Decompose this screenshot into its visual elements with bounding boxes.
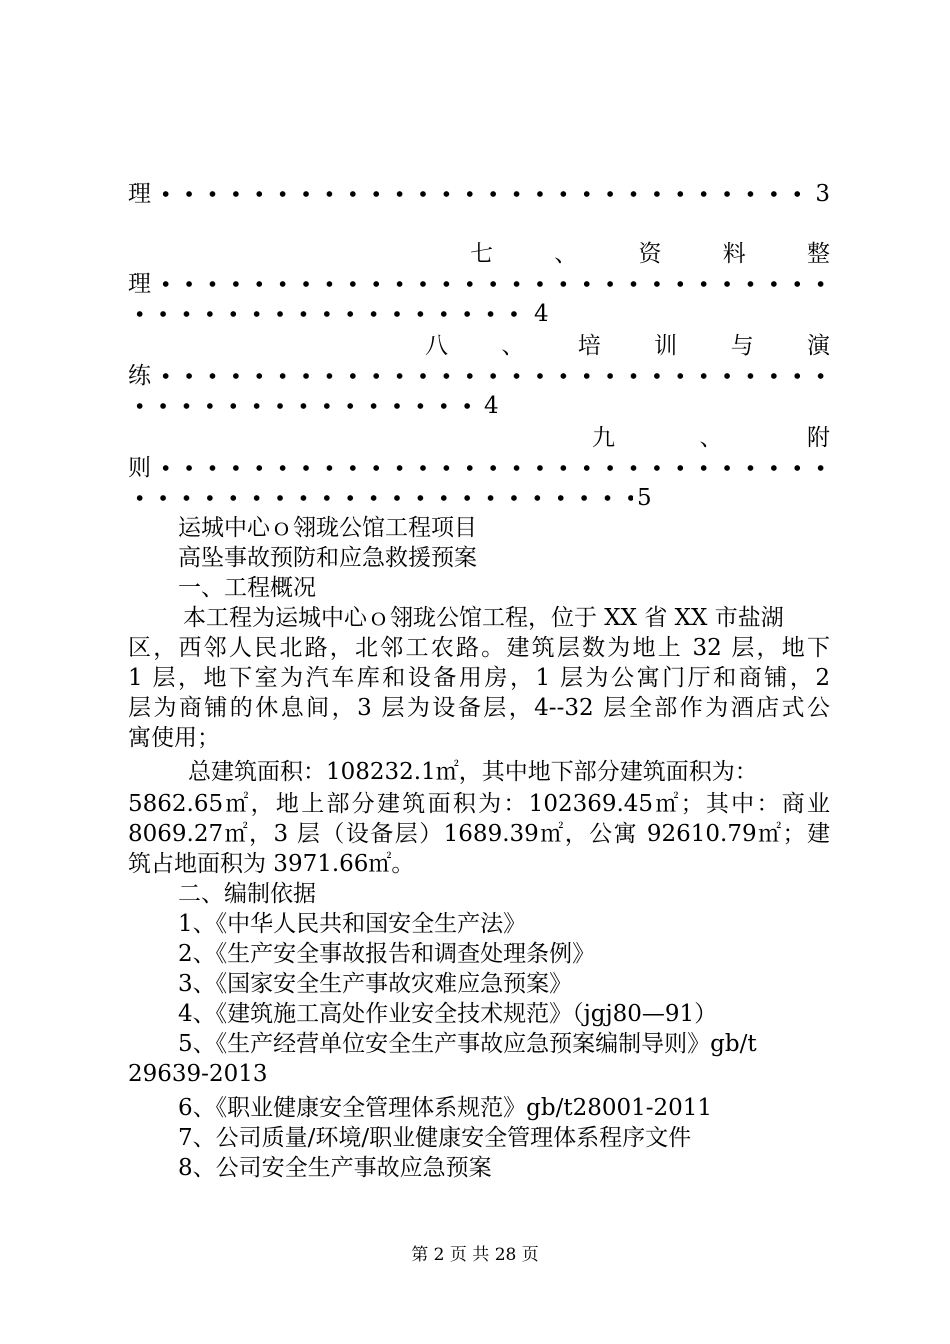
section-heading-2: 二、编制依据 <box>178 881 316 907</box>
toc-entry-9-char: 附 <box>807 425 830 451</box>
toc-entry-8-title <box>425 329 830 363</box>
toc-entry-7-line <box>128 267 830 301</box>
toc-entry-6-line <box>128 177 830 211</box>
toc-entry-8-char: 与 <box>730 333 754 359</box>
doc-title-line-1: 运城中心ｏ翎珑公馆工程项目 <box>178 515 477 541</box>
toc-entry-9-line <box>128 451 830 485</box>
toc-entry-8-tail: 练 <box>128 363 151 389</box>
toc-entry-8-char: 培 <box>577 333 601 359</box>
section-heading-1: 一、工程概况 <box>178 575 316 601</box>
paragraph-1-line: 本工程为运城中心ｏ翎珑公馆工程，位于 XX 省 XX 市盐湖 <box>183 605 784 631</box>
paragraph-2-line: 筑占地面积为 3971.66㎡。 <box>128 851 415 877</box>
toc-dot-leader <box>154 359 827 393</box>
paragraph-1-line: 寓使用； <box>128 725 220 751</box>
toc-dot-leader <box>128 389 480 423</box>
toc-entry-7-tail: 理 <box>128 271 151 297</box>
toc-entry-8-sep: 、 <box>501 333 525 359</box>
reference-item-continuation: 29639-2013 <box>128 1061 268 1087</box>
toc-entry-6-page: 3 <box>815 181 830 207</box>
paragraph-2-line: 总建筑面积：108232.1㎡，其中地下部分建筑面积为： <box>188 759 758 785</box>
paragraph-1-line: 层为商铺的休息间，3 层为设备层，4--32 层全部作为酒店式公 <box>128 695 830 721</box>
toc-dot-leader <box>154 451 827 485</box>
toc-entry-7-leader-line <box>128 297 830 331</box>
reference-item: 4、《建筑施工高处作业安全技术规范》（jgj80—91） <box>178 1001 718 1027</box>
toc-entry-7-title <box>470 237 830 271</box>
toc-entry-9-num: 九 <box>592 425 615 451</box>
toc-entry-8-line <box>128 359 830 393</box>
reference-item: 2、《生产安全事故报告和调查处理条例》 <box>178 941 596 967</box>
toc-dot-leader <box>128 297 530 331</box>
paragraph-2-line: 8069.27㎡，3 层（设备层）1689.39㎡，公寓 92610.79㎡；建 <box>128 821 830 847</box>
toc-entry-8-char: 演 <box>806 333 830 359</box>
reference-item: 6、《职业健康安全管理体系规范》gb/t28001-2011 <box>178 1095 713 1121</box>
doc-title-line-2: 高坠事故预防和应急救援预案 <box>178 545 477 571</box>
toc-entry-9-page: 5 <box>637 485 652 511</box>
toc-entry-9-leader-line <box>128 481 830 515</box>
toc-entry-8-num: 八 <box>425 333 448 359</box>
reference-item: 1、《中华人民共和国安全生产法》 <box>178 911 527 937</box>
toc-entry-6-char: 理 <box>128 181 151 207</box>
paragraph-2-line: 5862.65㎡，地上部分建筑面积为：102369.45㎡；其中：商业 <box>128 791 830 817</box>
paragraph-1-line: 区，西邻人民北路，北邻工农路。建筑层数为地上 32 层，地下 <box>128 635 830 661</box>
reference-item: 3、《国家安全生产事故灾难应急预案》 <box>178 971 573 997</box>
toc-entry-7-sep: 、 <box>554 241 578 267</box>
toc-entry-9-title <box>592 421 830 455</box>
paragraph-1-line: 1 层，地下室为汽车库和设备用房，1 层为公寓门厅和商铺，2 <box>128 665 830 691</box>
reference-item: 8、公司安全生产事故应急预案 <box>178 1155 492 1181</box>
toc-dot-leader <box>154 267 827 301</box>
toc-entry-9-sep: 、 <box>699 425 723 451</box>
reference-item: 7、公司质量/环境/职业健康安全管理体系程序文件 <box>178 1125 692 1151</box>
reference-item: 5、《生产经营单位安全生产事故应急预案编制导则》gb/t <box>178 1031 757 1057</box>
toc-entry-8-char: 训 <box>654 333 678 359</box>
toc-entry-7-char: 整 <box>807 241 830 267</box>
toc-entry-9-tail: 则 <box>128 455 151 481</box>
toc-entry-8-leader-line <box>128 389 830 423</box>
toc-entry-7-num: 七 <box>470 241 493 267</box>
toc-entry-7-char: 料 <box>722 241 746 267</box>
toc-entry-7-char: 资 <box>638 241 662 267</box>
toc-entry-7-page: 4 <box>534 301 549 327</box>
toc-entry-8-page: 4 <box>484 393 499 419</box>
page-footer: 第 2 页 共 28 页 <box>411 1245 539 1265</box>
toc-dot-leader <box>128 481 633 515</box>
toc-dot-leader <box>154 177 812 211</box>
